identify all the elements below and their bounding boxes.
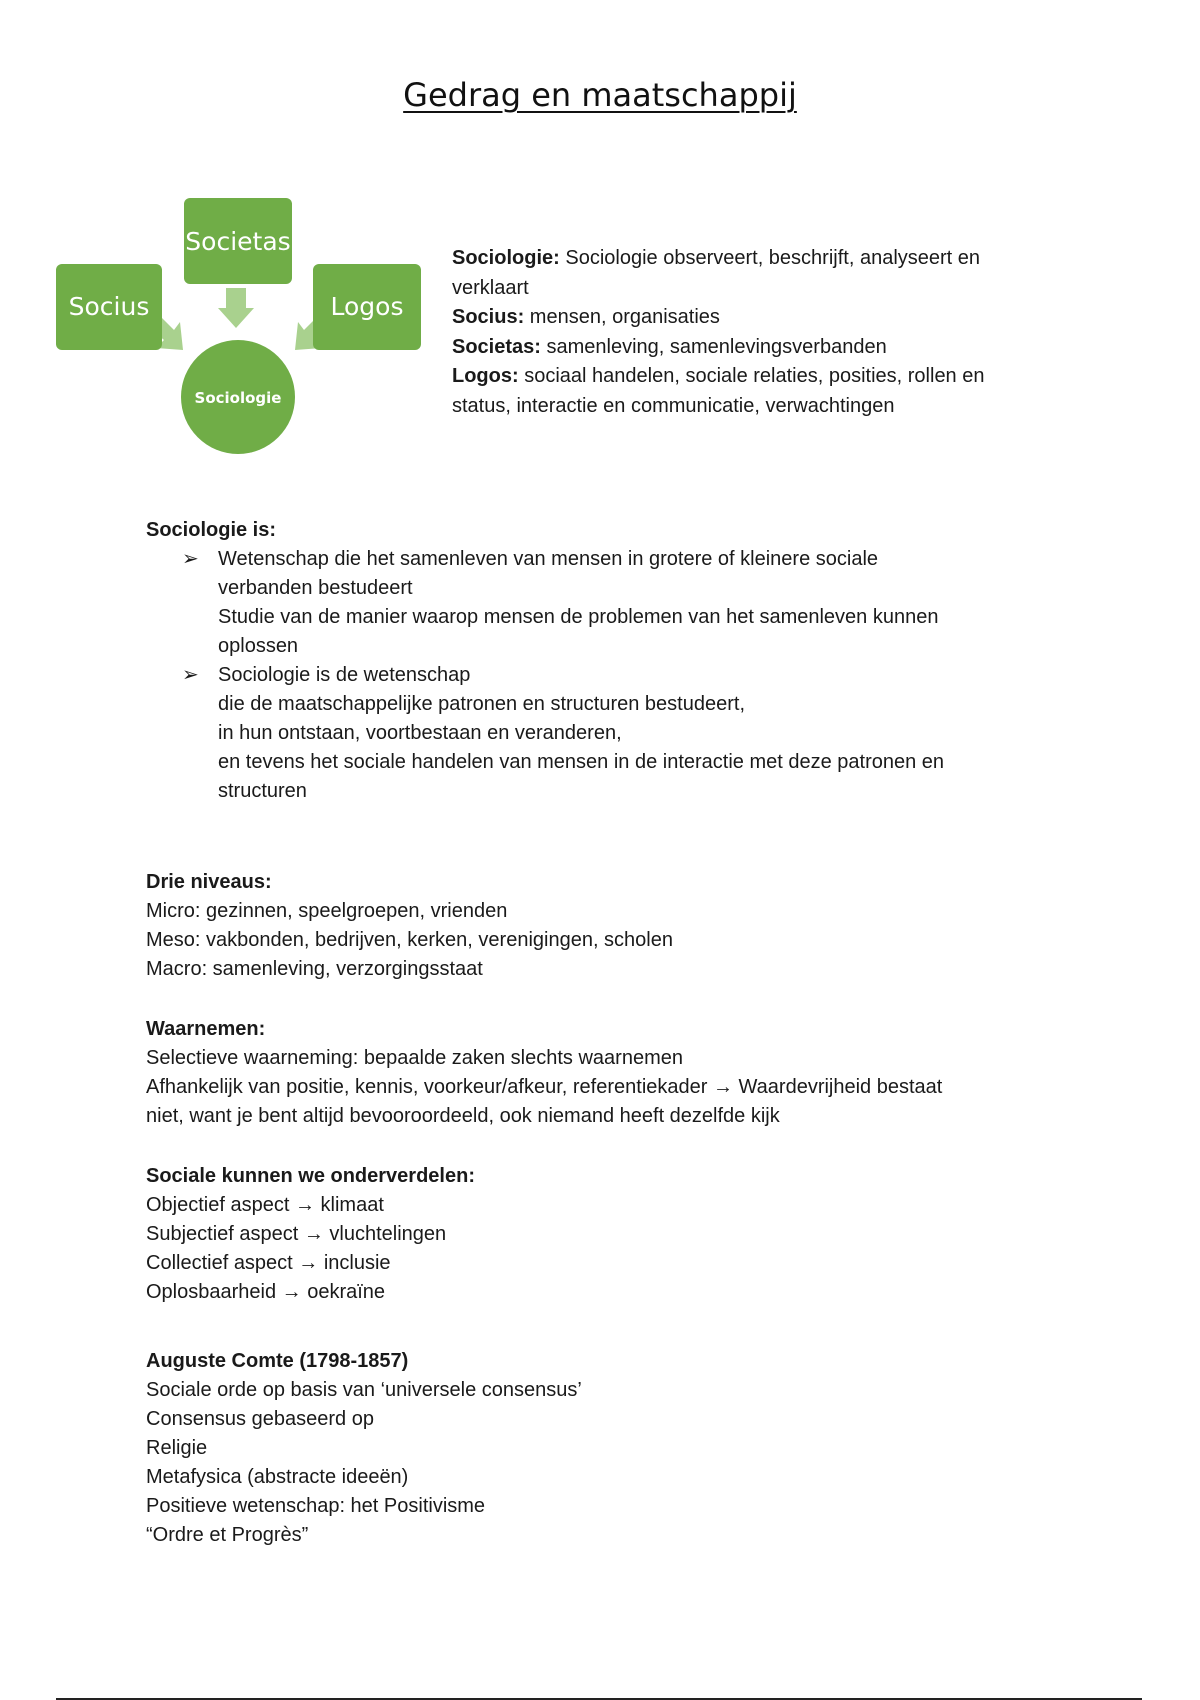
definition-text: samenleving, samenlevingsverbanden [540, 335, 887, 358]
text-line: Micro: gezinnen, speelgroepen, vrienden [146, 900, 508, 922]
section-heading: Sociologie is: [146, 519, 277, 541]
text-line: Selectieve waarneming: bepaalde zaken slechts waarnemen [146, 1047, 683, 1069]
definition-row [452, 362, 1072, 392]
definition-text: sociaal handelen, sociale relaties, posities, rollen en [518, 365, 985, 387]
center-label: Sociologie [194, 389, 282, 407]
page-title: Gedrag en maatschappij [403, 76, 797, 114]
text-line: en tevens het sociale handelen van mensen in de interactie met deze patronen en [218, 751, 945, 773]
box-logos-label: Logos [330, 292, 404, 321]
section-sociale [146, 1162, 1066, 1307]
text-line: oplossen [218, 635, 299, 657]
section-heading: Drie niveaus: [146, 871, 272, 893]
text-line: Meso: vakbonden, bedrijven, kerken, verenigingen, scholen [146, 929, 673, 951]
text-line: Wetenschap die het samenleven van mensen in grotere of kleinere sociale [218, 548, 879, 570]
section-heading: Waarnemen: [146, 1018, 266, 1040]
text-line: Studie van de manier waarop mensen de problemen van het samenleven kunnen [218, 606, 939, 628]
text-line: Subjectief aspect → vluchtelingen [146, 1223, 447, 1245]
text-line: Collectief aspect → inclusie [146, 1252, 391, 1274]
text-line: Objectief aspect → klimaat [146, 1194, 384, 1216]
section-drie-niveaus [146, 868, 1066, 984]
definition-row [452, 303, 1072, 333]
diagram-svg [50, 190, 430, 470]
text-line: Religie [146, 1437, 208, 1459]
list-item [146, 661, 1066, 806]
section-heading: Sociale kunnen we onderverdelen: [146, 1165, 475, 1187]
list-item [146, 545, 1066, 661]
text-line: niet, want je bent altijd bevooroordeeld, ook niemand heeft dezelfde kijk [146, 1105, 780, 1127]
definition-term: Sociologie: [452, 247, 560, 269]
text-line: die de maatschappelijke patronen en structuren bestudeert, [218, 693, 746, 715]
sociology-diagram [50, 190, 430, 470]
definition-term: Socius: [452, 306, 525, 328]
definition-row [452, 244, 1072, 274]
box-societas-label: Societas [185, 227, 291, 256]
arrow-bullet-icon: ➢ [182, 548, 199, 570]
text-line: structuren [218, 780, 307, 802]
text-line: Metafysica (abstracte ideeën) [146, 1466, 409, 1488]
text-line: Macro: samenleving, verzorgingsstaat [146, 958, 483, 980]
definition-row [452, 333, 1072, 363]
text-line: verbanden bestudeert [218, 577, 413, 599]
definition-text: status, interactie en communicatie, verwachtingen [452, 394, 895, 417]
definition-text: mensen, organisaties [524, 306, 720, 328]
definition-row [452, 274, 1072, 304]
definition-term: Logos: [452, 365, 519, 387]
text-line: Oplosbaarheid → oekraïne [146, 1281, 386, 1303]
section-sociologie-is [146, 516, 1066, 806]
definition-row [452, 392, 1072, 422]
definition-text: Sociologie observeert, beschrijft, analyseert en [559, 247, 981, 269]
text-line: Consensus gebaseerd op [146, 1408, 374, 1430]
bullet-list [146, 545, 1066, 806]
definitions-block [452, 244, 1072, 421]
text-line: Sociale orde op basis van ‘universele consensus’ [146, 1379, 582, 1401]
text-line: “Ordre et Progrès” [146, 1524, 309, 1546]
box-socius-label: Socius [68, 292, 150, 321]
section-comte [146, 1347, 1066, 1550]
definition-term: Societas: [452, 335, 541, 358]
section-waarnemen [146, 1015, 1066, 1131]
text-line: Sociologie is de wetenschap [218, 664, 471, 686]
arrow-down-icon [218, 288, 254, 328]
text-line: in hun ontstaan, voortbestaan en veranderen, [218, 722, 622, 744]
arrow-bullet-icon: ➢ [182, 664, 199, 686]
text-line: Afhankelijk van positie, kennis, voorkeur/afkeur, referentiekader → Waardevrijheid bestaat [146, 1076, 943, 1098]
section-heading: Auguste Comte (1798-1857) [146, 1350, 409, 1372]
text-line: Positieve wetenschap: het Positivisme [146, 1495, 486, 1517]
definition-text: verklaart [452, 276, 529, 299]
